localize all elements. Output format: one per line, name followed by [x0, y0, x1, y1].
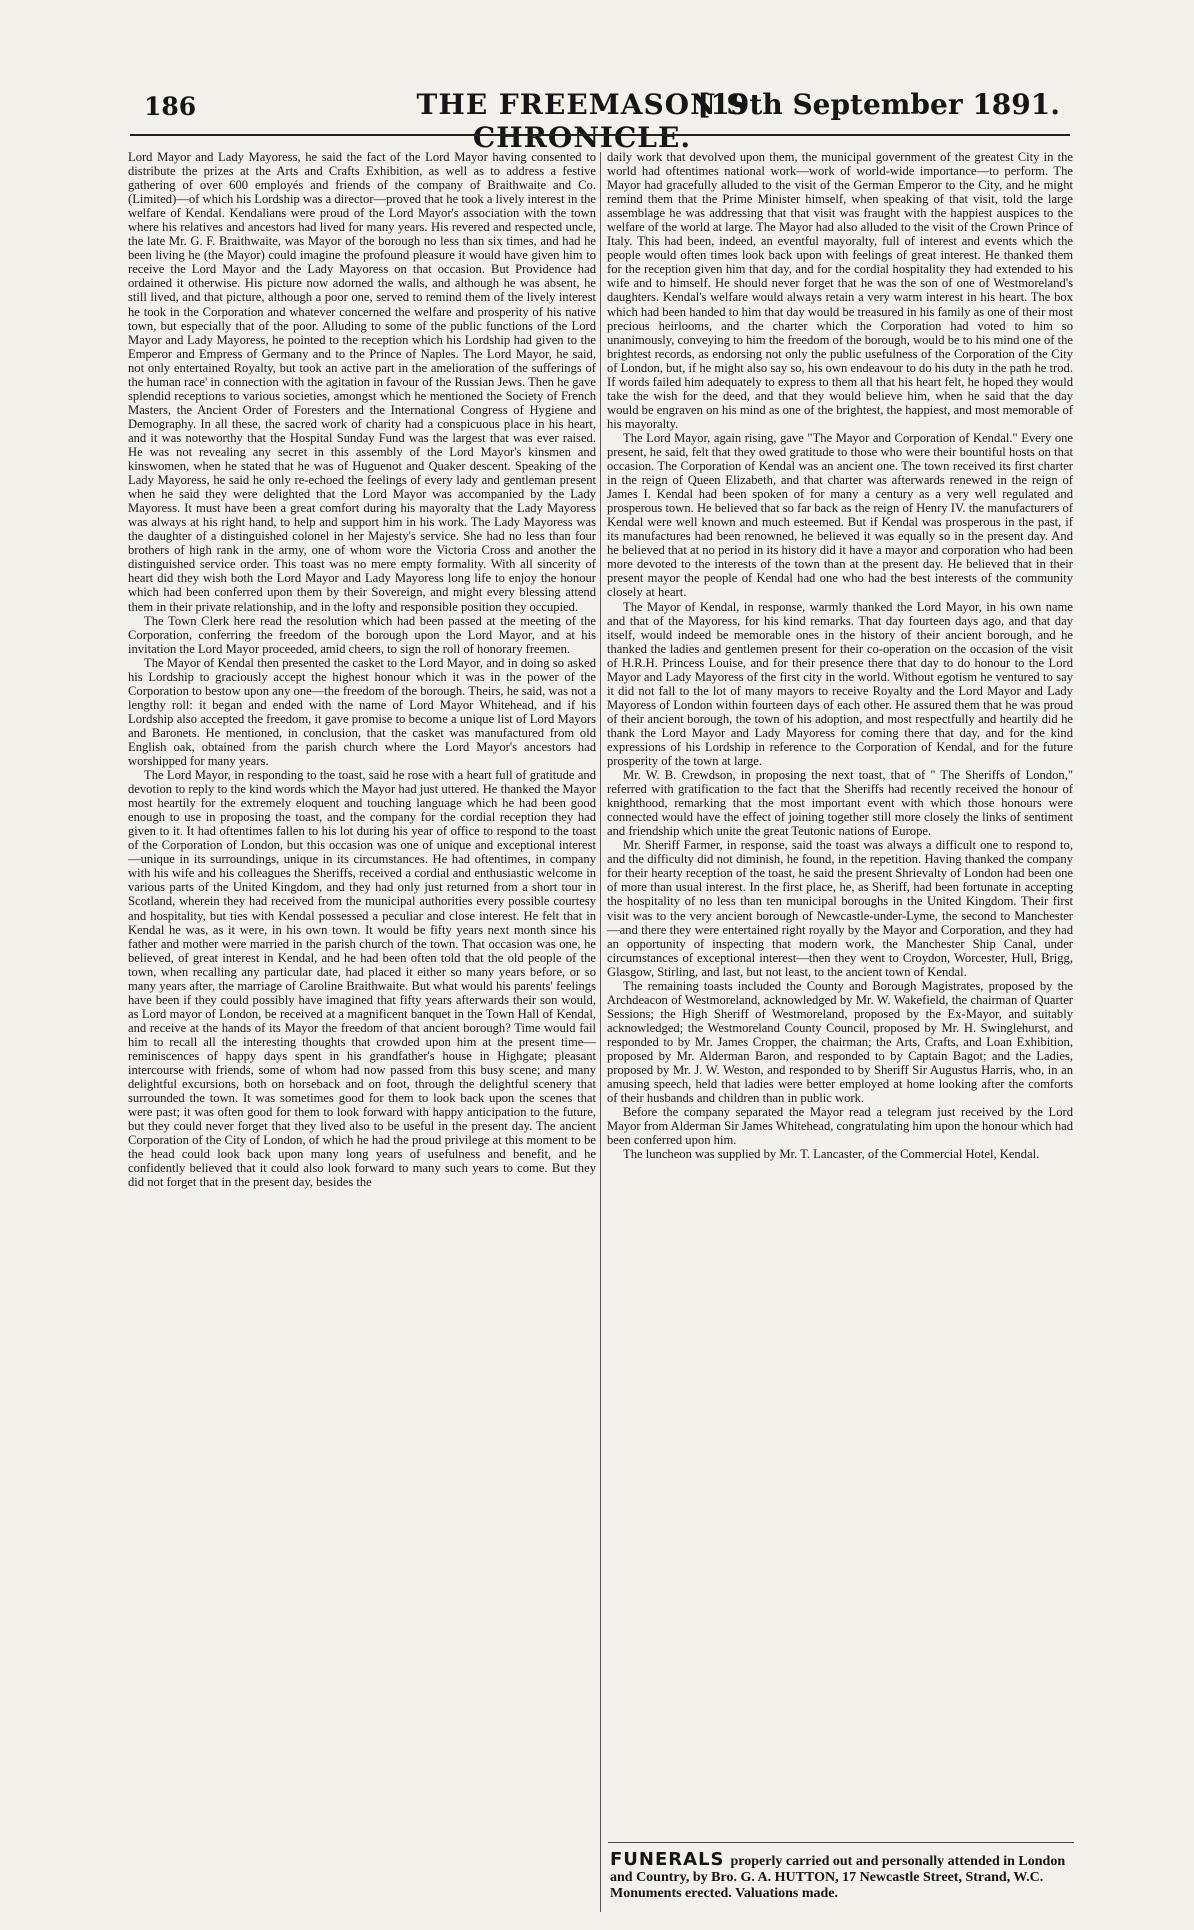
- page-number: 186: [144, 92, 197, 121]
- advert-heading: FUNERALS: [610, 1849, 725, 1870]
- right-column: [607, 150, 1073, 1161]
- left-column: [128, 150, 596, 1189]
- paragraph: daily work that devolved upon them, the municipal government of the greatest City in the world had oftentimes national work—work of world-wide importance—to perform. The Mayor had gracefully alluded to the visit of the German Emperor to the City, and he might remind them that the Prime Minister himself, when speaking of that visit, told the large assemblage he was addressing that that visit was fraught with the happiest auspices to the welfare of the world at large. The Mayor had also alluded to the visit of the Crown Prince of Italy. This had been, indeed, an eventful mayoralty, full of interest and events which the people would often times look back upon with feelings of great interest. He thanked them for the reception given him that day, and for the cordial hospitality they had extended to his wife and to himself. He should never forget that he was the son of one of Westmoreland's daughters. Kendal's welfare would always retain a very warm interest in his heart. The box which had been handed to him that day would be treasured in his family as one of their most precious heirlooms, and the charter which the Corporation had voted to him so unanimously, conveying to him the freedom of the borough, would be to his mind one of the brightest records, as endorsing not only the public usefulness of the Corporation of the City of London, but, if he might also say so, his own endeavour to do his duty in the path he trod. If words failed him adequately to express to them all that his heart felt, he hoped they would take the wish for the deed, and that they would believe him, when he said that the day would be engraven on his mind as one of the brightest, the happiest, and most memorable of his mayoralty.: [607, 150, 1073, 431]
- funerals-advert: [610, 1849, 1080, 1902]
- paragraph: The remaining toasts included the County and Borough Magistrates, proposed by the Archdeacon of Westmoreland, acknowledged by Mr. W. Wakefield, the chairman of Quarter Sessions; the High Sheriff of Westmoreland, proposed by the Ex-Mayor, and suitably acknowledged; the Westmoreland County Council, proposed by Mr. H. Swinglehurst, and responded to by Mr. James Cropper, the chairman; the Arts, Crafts, and Loan Exhibition, proposed by Mr. Alderman Baron, and responded to by Captain Bagot; and the Ladies, proposed by Mr. J. W. Weston, and responded to by Sheriff Sir Augustus Harris, who, in an amusing speech, held that ladies were better employed at home looking after the comforts of their husbands and children than in public work.: [607, 978, 1073, 1106]
- paragraph: Mr. Sheriff Farmer, in response, said the toast was always a difficult one to respond to, and the difficulty did not diminish, he found, in the repetition. Having thanked the company for their hearty reception of the toast, he said the present Shrievalty of London had been one of more than usual interest. In the first place, he, as Sheriff, had been fortunate in accepting the hospitality of no less than ten municipal boroughs in the United Kingdom. Their first visit was to the very ancient borough of Newcastle-under-Lyme, the second to Manchester—and there they were entertained right royally by the Mayor and Corporation, and they had an opportunity of inspecting that modern work, the Manchester Ship Canal, under circumstances of exceptional interest—then they went to Croydon, Worcester, Hull, Brigg, Glasgow, Stirling, and last, but not least, to the ancient town of Kendal.: [607, 838, 1073, 979]
- advert-text: properly carried out and personally attended in London and Country, by Bro. G. A. HUTTON, 17 Newcastle Street, Strand, W.C. Monuments erected. Valuations made.: [610, 1854, 1066, 1901]
- paragraph: The Mayor of Kendal then presented the casket to the Lord Mayor, and in doing so asked his Lordship to graciously accept the highest honour which it was in the power of the Corporation to bestow upon any one—the freedom of the borough. Theirs, he said, was not a lengthy roll: it began and ended with the name of Lord Mayor Whitehead, and if his Lordship also accepted the freedom, it gave promise to become a unique list of Lord Mayors and Baronets. He mentioned, in conclusion, that the casket was manufactured from old English oak, obtained from the parish church where the Lord Mayor's ancestors had worshipped for many years.: [128, 655, 596, 769]
- paragraph: Lord Mayor and Lady Mayoress, he said the fact of the Lord Mayor having consented to distribute the prizes at the Arts and Crafts Exhibition, as well as to address a festive gathering of over 600 employés and friends of the company of Braithwaite and Co. (Limited)—of which his Lordship was a director—proved that he took a lively interest in the welfare of Kendal. Kendalians were proud of the Lord Mayor's association with the town where his relatives and ancestors had lived for many years. His revered and respected uncle, the late Mr. G. F. Braithwaite, was Mayor of the borough no less than six times, and had he been living he (the Mayor) could imagine the profound pleasure it would have given him to receive the Lord Mayor and the Lady Mayoress on that occasion. But Providence had ordained it otherwise. His picture now adorned the walls, and although he was absent, he still lived, and that picture, although a poor one, served to remind them of the lively interest he took in the Corporation and whatever concerned the welfare and prosperity of his native town, but especially that of the poor. Alluding to some of the public functions of the Lord Mayor and Lady Mayoress, he pointed to the reception which his Lordship had given to the Emperor and Empress of Germany and to the Prince of Naples. The Lord Mayor, he said, not only entertained Royalty, but took an active part in the amelioration of the sufferings of the human race' in connection with the agitation in favour of the Russian Jews. Then he gave splendid receptions to various societies, amongst which he mentioned the Society of French Masters, the Ancient Order of Foresters and the International Congress of Hygiene and Demography. In all these, the sacred work of charity had a conspicuous place in his heart, and it was noteworthy that the Hospital Sunday Fund was the largest that was ever raised. He was not revealing any secret in this assembly of the Lord Mayor's kinsmen and kinswomen, when he stated that he was of Huguenot and Quaker descent. Speaking of the Lady Mayoress, he said he only re-echoed the feelings of every lady and gentleman present when he said they were delighted that the Lord Mayor was accompanied by the Lady Mayoress. It must have been a great comfort during his mayoralty that the Lady Mayoress was always at his right hand, to help and support him in his work. The Lady Mayoress was the daughter of a distinguished colonel in her Majesty's service. She had no less than four brothers of high rank in the army, one of whom wore the Victoria Cross and another the distinguished service order. This toast was no mere empty formality. With all sincerity of heart did they wish both the Lord Mayor and Lady Mayoress long life to enjoy the honour which had been conferred upon them by their Sovereign, and might every blessing attend them in their private relationship, and in the lofty and responsible position they occupied.: [128, 150, 596, 614]
- issue-date: [19th September 1891.: [697, 88, 1060, 121]
- column-divider: [600, 152, 601, 1912]
- header-rule: [130, 134, 1070, 136]
- page-header: [112, 86, 1070, 154]
- paragraph: The Town Clerk here read the resolution which had been passed at the meeting of the Corporation, conferring the freedom of the borough upon the Lord Mayor, and at his invitation the Lord Mayor proceeded, amid cheers, to sign the roll of honorary freemen.: [128, 613, 596, 656]
- paragraph: The Mayor of Kendal, in response, warmly thanked the Lord Mayor, in his own name and that of the Mayoress, for his kind remarks. That day fourteen days ago, and that day itself, would indeed be memorable ones in the history of their ancient borough, and he thanked the ladies and gentlemen present for their co-operation on the occasion of the visit of H.R.H. Princess Louise, and for their presence there that day to do honour to the Lord Mayor and Lady Mayoress of the first city in the world. Without egotism he ventured to say it did not fall to the lot of many mayors to receive Royalty and the Lord Mayor and Lady Mayoress of London within fourteen days of each other. He assured them that he was proud of their ancient borough, the town of his adoption, and most respectfully and heartily did he thank the Lord Mayor and Lady Mayoress for coming there that day, and for the kind expressions of his Lordship in reference to the Corporation of Kendal, and for the future prosperity of the town at large.: [607, 599, 1073, 769]
- advert-rule: [608, 1842, 1074, 1843]
- paragraph: The Lord Mayor, again rising, gave "The Mayor and Corporation of Kendal." Every one present, he said, felt that they owed gratitude to those who were their bountiful hosts on that occasion. The Corporation of Kendal was an ancient one. The town received its first charter in the reign of Queen Elizabeth, and that charter was afterwards renewed in the reign of James I. Kendal had been spoken of for many a century as a very well regulated and prosperous town. He believed that so far back as the reign of Henry IV. the manufacturers of Kendal were well known and much esteemed. But if Kendal was prosperous in the past, if its manufactures had been renowned, he believed it was equally so in the present day. And he believed that at no period in its history did it have a mayor and corporation who had been more devoted to the interests of the town than at the present day. He believed that in their present mayor the people of Kendal had one who had the best interests of the community closely at heart.: [607, 430, 1073, 600]
- paragraph: Mr. W. B. Crewdson, in proposing the next toast, that of " The Sheriffs of London," referred with gratification to the fact that the Sheriffs had recently received the honour of knighthood, remarking that the most important event with which those honours were connected would have the effect of joining together still more closely the links of sentiment and friendship which unite the great Teutonic nations of Europe.: [607, 768, 1073, 839]
- paragraph: Before the company separated the Mayor read a telegram just received by the Lord Mayor from Alderman Sir James Whitehead, congratulating him upon the honour which had been conferred upon him.: [607, 1105, 1073, 1148]
- paragraph: The Lord Mayor, in responding to the toast, said he rose with a heart full of gratitude and devotion to reply to the kind words which the Mayor had just uttered. He thanked the Mayor most heartily for the extremely eloquent and touching language which he had been good enough to use in proposing the toast, and the company for the cordial reception they had given to it. It had oftentimes fallen to his lot during his year of office to respond to the toast of the Corporation of London, but this occasion was one of unique and exceptional interest—unique in its surroundings, unique in its circumstances. He had oftentimes, in company with his wife and his colleagues the Sheriffs, received a cordial and enthusiastic welcome in various parts of the United Kingdom, and they had only just returned from a short tour in Scotland, wherein they had received from the municipal authorities every possible courtesy and hospitality, but ties with Kendal possessed a peculiar and close interest. He felt that in Kendal he was, as it were, in his own town. It would be fifty years next month since his father and mother were married in the parish church of the town. That occasion was one, he believed, of great interest in Kendal, and he had been often told that the old people of the town, when recalling any particular date, had placed it either so many years before, or so many years after, the marriage of Caroline Braithwaite. But what would his parents' feelings have been if they could possibly have imagined that fifty years afterwards their son would, as Lord mayor of London, be received at a magnificent banquet in the Town Hall of Kendal, and receive at the hands of its Mayor the freedom of that ancient borough? Time would fail him to recall all the interesting thoughts that crowded upon him at the present time—reminiscences of happy days spent in his grandfather's house in Highgate; pleasant intercourse with friends, some of whom had now passed from this busy scene; and many delightful excursions, both on horseback and on foot, through the delightful scenery that surrounded the town. It was sometimes good for them to look back upon the scenes that were past; it was often good for them to look forward with happy anticipation to the future, but they could never forget that they lived also to be useful in the present day. The ancient Corporation of the City of London, of which he had the proud privilege at this moment to be the head could look back upon many long years of usefulness and benefit, and he confidently believed that it could also look forward to many such years to come. But they did not forget that in the present day, besides the: [128, 768, 596, 1190]
- paragraph: The luncheon was supplied by Mr. T. Lancaster, of the Commercial Hotel, Kendal.: [623, 1147, 1040, 1162]
- masthead-title: THE FREEMASON'S CHRONICLE.: [416, 88, 748, 154]
